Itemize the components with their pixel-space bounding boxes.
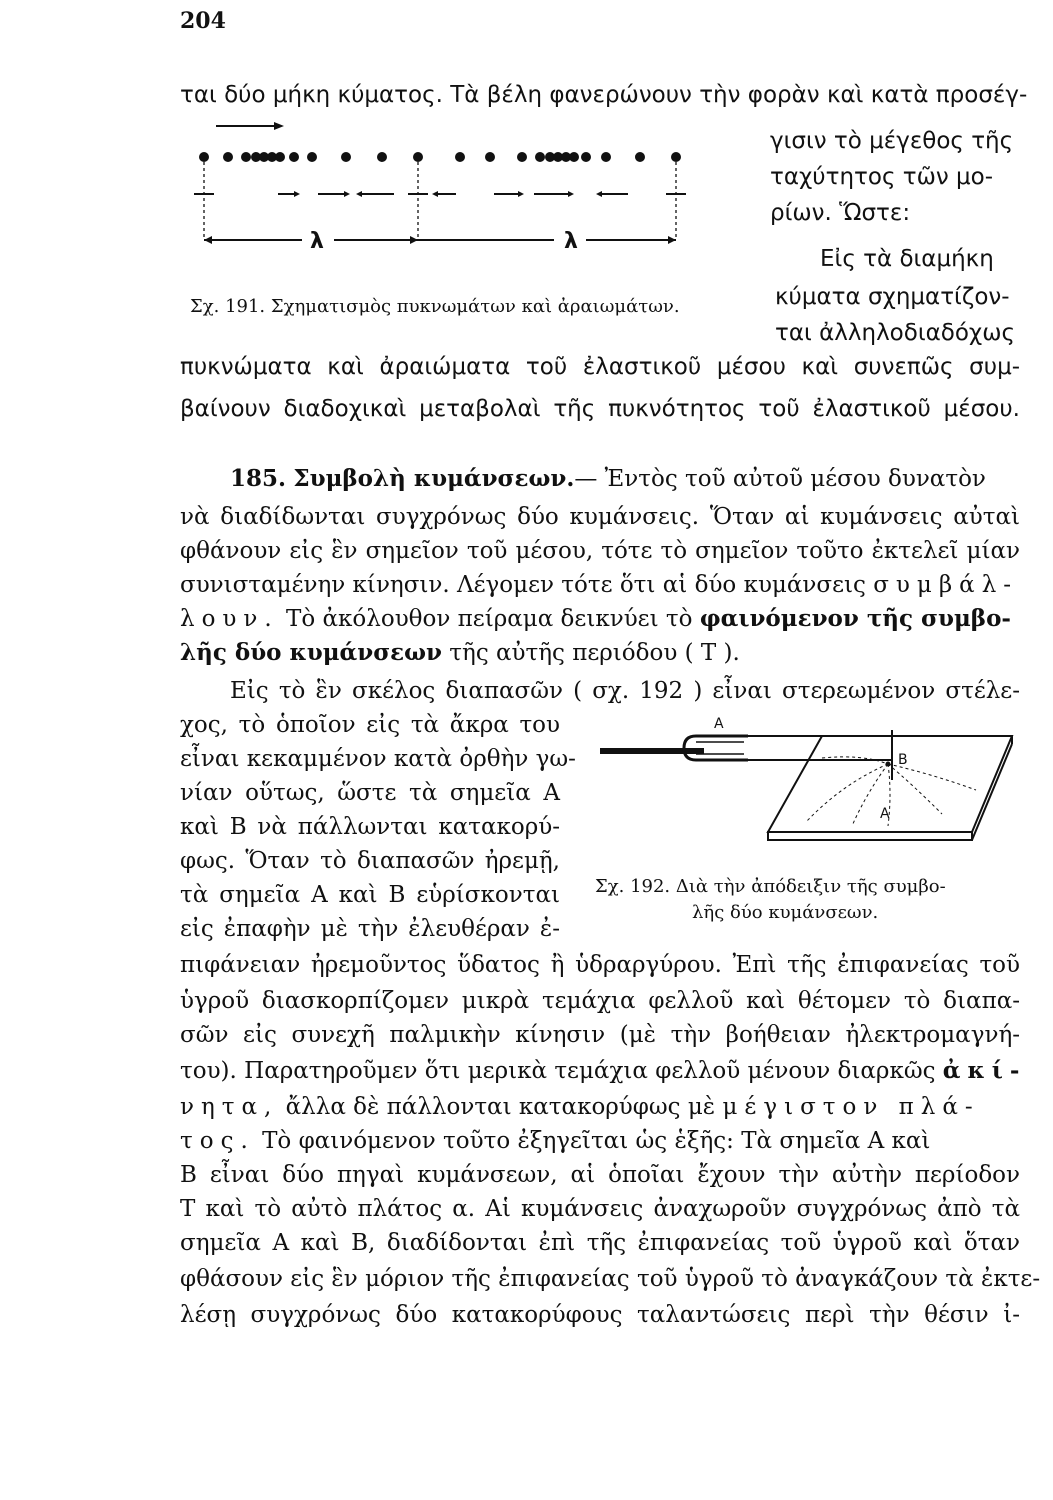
text-line: φως. Ὅταν τὸ διαπασῶν ἠρεμῇ, [180, 848, 560, 874]
text-line: ται ἀλληλοδιαδόχως [775, 320, 1015, 346]
text-line [180, 1090, 1020, 1124]
text-span: — Ἐντὸς τοῦ αὐτοῦ μέσου δυνατὸν [574, 466, 986, 492]
text-line: ὑγροῦ διασκορπίζομεν μικρὰ τεμάχια φελλοῦ καὶ θέτομεν τὸ διαπα- [180, 988, 1020, 1014]
bold-text: λῆς δύο κυμάνσεων [180, 639, 442, 666]
text-line: τὰ σημεῖα Α καὶ Β εὑρίσκονται [180, 882, 560, 908]
text-line: φθάνουν εἰς ἓν σημεῖον τοῦ μέσου, τότε τὸ σημεῖον τοῦτο ἐκτελεῖ μίαν [180, 538, 1020, 564]
page-number: 204 [180, 8, 226, 34]
bold-text: φαινόμενον τῆς συμβο- [699, 605, 1011, 632]
text-span: του). Παρατηροῦμεν ὅτι μερικὰ τεμάχια φελλοῦ μένουν διαρκῶς [180, 1058, 936, 1084]
text-line: ται δύο μήκη κύματος. Τὰ βέλη φανερώνουν τὴν φορὰν καὶ κατὰ προσέγ- [180, 82, 1028, 108]
figure-192-caption-line2: λῆς δύο κυμάνσεων. [692, 902, 879, 923]
text-line: νὰ διαδίδωνται συγχρόνως δύο κυμάνσεις. Ὅταν αἱ κυμάνσεις αὐταὶ [180, 504, 1020, 530]
section-number: 185. [230, 465, 287, 492]
figure-192-caption-line1: Σχ. 192. Διὰ τὴν ἀπόδειξιν τῆς συμβο- [595, 876, 946, 897]
text-span: συνισταμένην κίνησιν. Λέγομεν τότε ὅτι αἱ δύο κυμάνσεις [180, 572, 866, 598]
text-line [180, 636, 1020, 670]
text-line: Β εἶναι δύο πηγαὶ κυμάνσεων, αἱ ὁποῖαι ἔχουν τὴν αὐτὴν περίοδον [180, 1162, 1020, 1188]
text-line: σημεῖα Α καὶ Β, διαδίδονται ἐπὶ τῆς ἐπιφανείας τοῦ ὑγροῦ καὶ ὅταν [180, 1230, 1020, 1256]
lambda-label-right: λ [564, 229, 578, 254]
text-line: πυκνώματα καὶ ἀραιώματα τοῦ ἐλαστικοῦ μέσου καὶ συνεπῶς συμ- [180, 354, 1020, 380]
text-span: ἄλλα δὲ πάλλονται κατακορύφως μὲ [278, 1094, 716, 1120]
figure-191-caption: Σχ. 191. Σχηματισμὸς πυκνωμάτων καὶ ἀραιωμάτων. [190, 296, 680, 317]
text-line: Τ καὶ τὸ αὐτὸ πλάτος α. Αἱ κυμάνσεις ἀναχωροῦν συγχρόνως ἀπὸ τὰ [180, 1196, 1020, 1222]
spaced-text: συμβάλ- [873, 572, 1019, 598]
figure-label-a: Α [880, 806, 890, 822]
figure-192-diagram [592, 714, 1024, 874]
text-line: νίαν οὕτως, ὥστε τὰ σημεῖα Α [180, 780, 560, 806]
section-title: Συμβολὴ κυμάνσεων. [293, 465, 575, 492]
text-line [180, 602, 1020, 636]
figure-label-top: Α [714, 716, 724, 732]
text-line: εἰς ἐπαφὴν μὲ τὴν ἐλευθέραν ἐ- [180, 916, 560, 942]
text-span: Τὸ ἀκόλουθον πείραμα δεικνύει τὸ [278, 606, 693, 632]
spaced-text: τος. [180, 1128, 255, 1154]
text-line: ρίων. Ὥστε: [770, 200, 911, 226]
figure-label-b: Β [898, 752, 908, 768]
text-line: χος, τὸ ὁποῖον εἰς τὰ ἄκρα του [180, 712, 560, 738]
text-line: λέσῃ συγχρόνως δύο κατακορύφους ταλαντώσεις περὶ τὴν θέσιν ἰ- [180, 1302, 1020, 1328]
section-heading-line [230, 462, 1020, 496]
spaced-text: λουν. [180, 606, 279, 632]
figure-191-diagram [182, 118, 742, 268]
text-line: Εἰς τὰ διαμήκη [820, 246, 994, 272]
spaced-text: νητα, [180, 1094, 279, 1120]
text-line: σῶν εἰς συνεχῆ παλμικὴν κίνησιν (μὲ τὴν βοήθειαν ἠλεκτρομαγνή- [180, 1022, 1020, 1048]
spaced-text: μέγιστον πλά- [722, 1094, 980, 1120]
text-line: φθάσουν εἰς ἓν μόριον τῆς ἐπιφανείας τοῦ ὑγροῦ τὸ ἀναγκάζουν τὰ ἐκτε- [180, 1266, 1041, 1292]
text-line: κύματα σχηματίζον- [775, 284, 1010, 310]
text-line: πιφάνειαν ἠρεμοῦντος ὕδατος ἢ ὑδραργύρου. Ἐπὶ τῆς ἐπιφανείας τοῦ [180, 952, 1020, 978]
text-line [180, 568, 1020, 602]
text-line [180, 1054, 1027, 1088]
text-span: τῆς αὐτῆς περιόδου ( Τ ). [442, 640, 740, 666]
text-line: βαίνουν διαδοχικαὶ μεταβολαὶ τῆς πυκνότητος τοῦ ἐλαστικοῦ μέσου. [180, 396, 1020, 422]
text-line: εἶναι κεκαμμένον κατὰ ὀρθὴν γω- [180, 746, 576, 772]
text-span: Τὸ φαινόμενον τοῦτο ἐξηγεῖται ὡς ἑξῆς: Τὰ σημεῖα Α καὶ [254, 1128, 931, 1154]
text-line [180, 1124, 1020, 1158]
text-line: Εἰς τὸ ἓν σκέλος διαπασῶν ( σχ. 192 ) εἶναι στερεωμένον στέλε- [230, 678, 1020, 704]
text-line: γισιν τὸ μέγεθος τῆς [770, 128, 1014, 154]
text-line: καὶ Β νὰ πάλλωνται κατακορύ- [180, 814, 560, 840]
text-line: ταχύτητος τῶν μο- [770, 164, 994, 190]
lambda-label-left: λ [310, 229, 324, 254]
spaced-text: ἀκί- [942, 1057, 1027, 1084]
